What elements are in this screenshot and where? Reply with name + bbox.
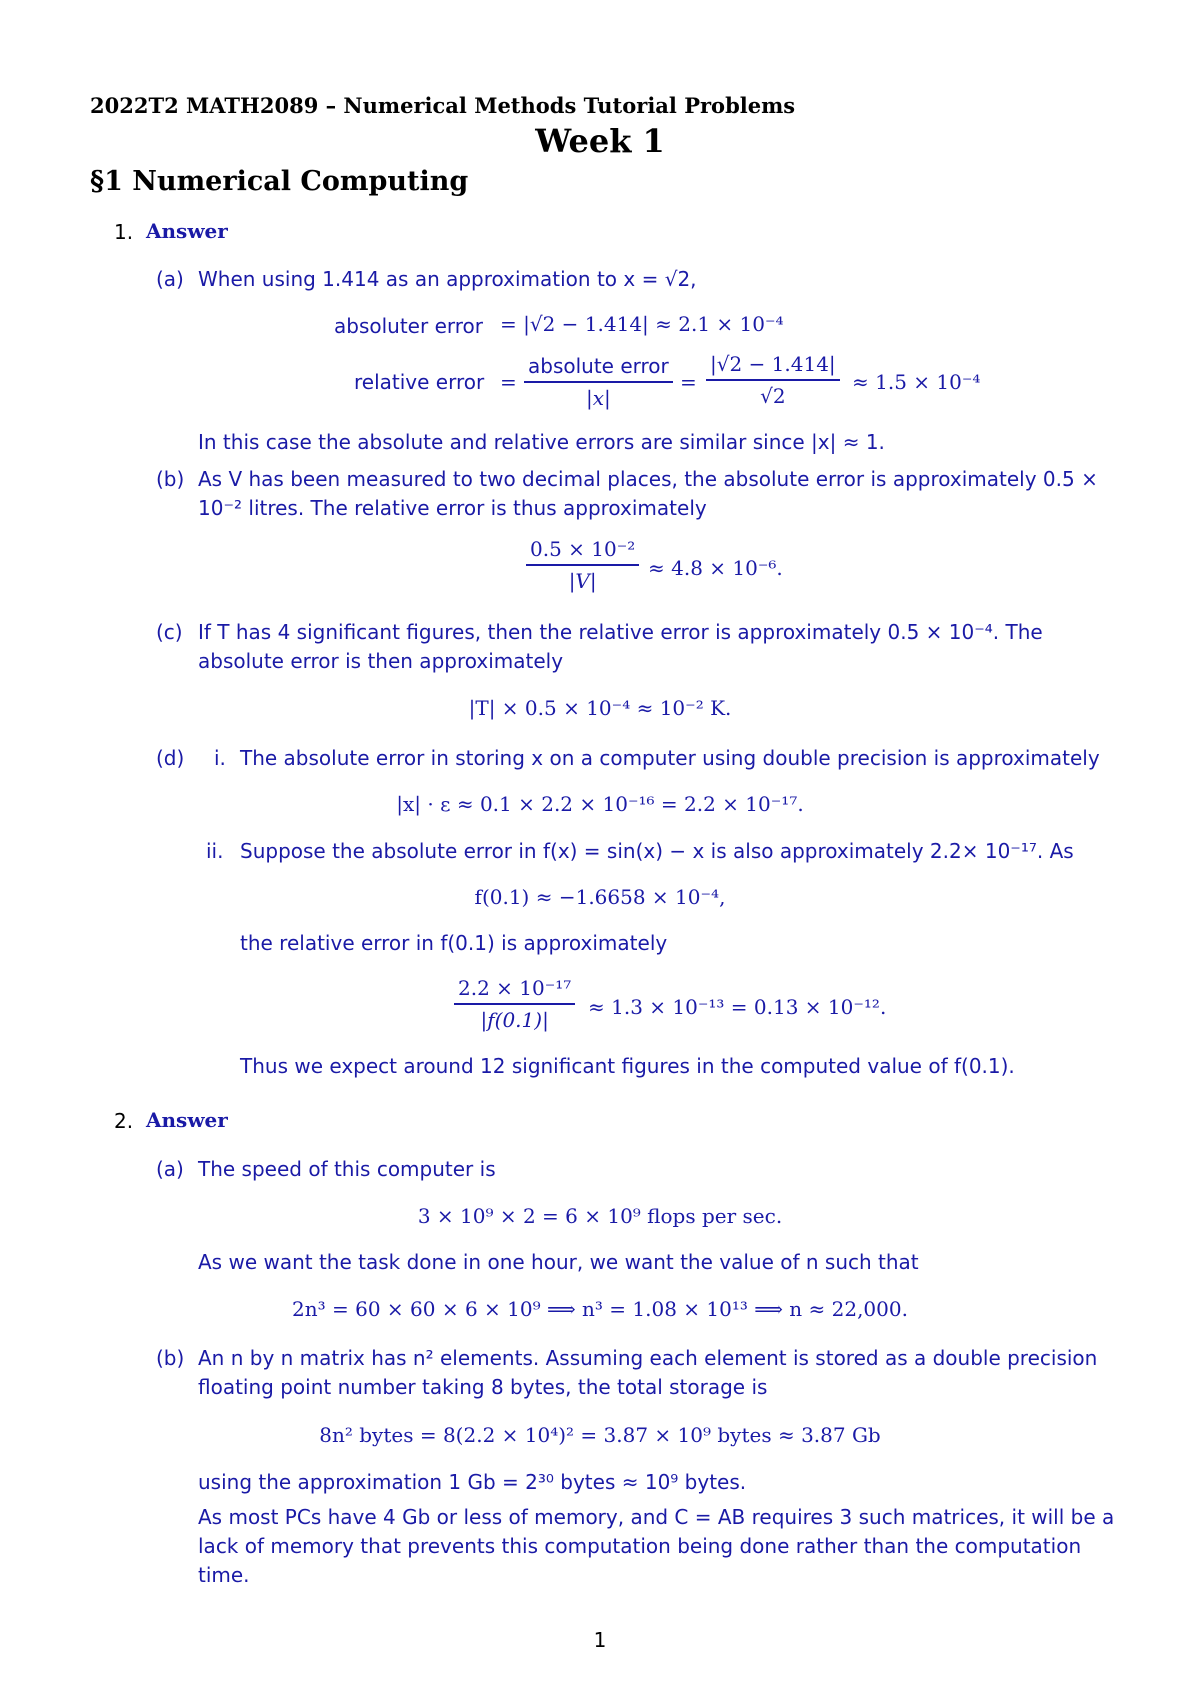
q1b-fraction xyxy=(526,537,639,593)
q1d-i-equation: |x| · ε ≈ 0.1 × 2.2 × 10⁻¹⁶ = 2.2 × 10⁻¹⁷. xyxy=(396,792,804,816)
q1d-label: (d) xyxy=(156,746,185,770)
q1a-label: (a) xyxy=(156,267,184,291)
q1d-i-text: The absolute error in storing x on a computer using double precision is approximately xyxy=(240,746,1100,770)
q2-answer-label: Answer xyxy=(146,1108,228,1132)
q1c-equation: |T| × 0.5 × 10⁻⁴ ≈ 10⁻² K. xyxy=(468,696,732,720)
q1d-ii-label: ii. xyxy=(206,839,224,863)
q1d-ii-equation: f(0.1) ≈ −1.6658 × 10⁻⁴, xyxy=(474,885,726,909)
q1a-rel-label: relative error xyxy=(354,370,485,394)
q1d-ii-fraction xyxy=(454,976,575,1032)
q1c-text-line2: absolute error is then approximately xyxy=(198,649,564,673)
q2b-text3: using the approximation 1 Gb = 2³⁰ bytes ≈ 10⁹ bytes. xyxy=(198,1470,747,1494)
q1d-ii-frac-num: 2.2 × 10⁻¹⁷ xyxy=(458,976,572,1000)
q2b-text4: As most PCs have 4 Gb or less of memory, and C = AB requires 3 such matrices, it will be a lack of memory that prevents this computation being done rather than the computation time. xyxy=(198,1505,1115,1587)
q1a-rel-num2: |√2 − 1.414| xyxy=(710,352,836,376)
q2b-text-line1: An n by n matrix has n² elements. Assuming each element is stored as a double precision xyxy=(198,1346,1098,1370)
q1b-label: (b) xyxy=(156,467,185,491)
q1a-intro: When using 1.414 as an approximation to x = √2, xyxy=(198,267,697,291)
q1d-ii-conclusion: Thus we expect around 12 significant figures in the computed value of f(0.1). xyxy=(240,1054,1015,1078)
q1a-note: In this case the absolute and relative errors are similar since |x| ≈ 1. xyxy=(198,430,885,454)
q1a-rel-result: ≈ 1.5 × 10⁻⁴ xyxy=(852,370,981,394)
q2a-text: The speed of this computer is xyxy=(198,1157,496,1181)
q2a-equation-2: 2n³ = 60 × 60 × 6 × 10⁹ ⟹ n³ = 1.08 × 10¹³ ⟹ n ≈ 22,000. xyxy=(292,1297,908,1321)
section-heading: §1 Numerical Computing xyxy=(90,166,469,197)
q1-number: 1. xyxy=(114,220,134,244)
q1d-ii-text2: the relative error in f(0.1) is approximately xyxy=(240,931,668,955)
q1c-label: (c) xyxy=(156,620,183,644)
q1c-text-line1: If T has 4 significant figures, then the relative error is approximately 0.5 × 10⁻⁴. The xyxy=(198,620,1043,644)
q1d-ii-frac-den: |f(0.1)| xyxy=(454,1003,575,1032)
q1b-frac-den: |V| xyxy=(526,564,639,593)
q1b-text-line1: As V has been measured to two decimal places, the absolute error is approximately 0.5 × xyxy=(198,467,1098,491)
q2b-label: (b) xyxy=(156,1346,185,1370)
q1a-rel-num1: absolute error xyxy=(528,354,669,378)
course-title: 2022T2 MATH2089 – Numerical Methods Tutorial Problems xyxy=(90,93,796,118)
q1-answer-label: Answer xyxy=(146,219,228,243)
q1a-abs-equation: = |√2 − 1.414| ≈ 2.1 × 10⁻⁴ xyxy=(500,312,784,336)
q2b-text-line2: floating point number taking 8 bytes, the total storage is xyxy=(198,1375,768,1399)
q2-number: 2. xyxy=(114,1109,134,1133)
q1a-rel-fraction-2 xyxy=(706,352,840,408)
q1b-frac-num: 0.5 × 10⁻² xyxy=(530,537,636,561)
q2a-equation-1: 3 × 10⁹ × 2 = 6 × 10⁹ flops per sec. xyxy=(417,1204,783,1228)
q1b-text-line2: 10⁻² litres. The relative error is thus approximately xyxy=(198,496,707,520)
q1a-rel-eq2: = xyxy=(680,370,697,394)
q1a-rel-den1: |x| xyxy=(524,381,673,410)
q2a-text2: As we want the task done in one hour, we want the value of n such that xyxy=(198,1250,919,1274)
q1d-ii-result: ≈ 1.3 × 10⁻¹³ = 0.13 × 10⁻¹². xyxy=(588,995,887,1019)
q1a-rel-eq1: = xyxy=(500,370,517,394)
q1b-result: ≈ 4.8 × 10⁻⁶. xyxy=(648,556,783,580)
q1d-ii-text: Suppose the absolute error in f(x) = sin(x) − x is also approximately 2.2× 10⁻¹⁷. As xyxy=(240,839,1074,863)
week-title: Week 1 xyxy=(535,122,665,160)
q1a-rel-fraction-1 xyxy=(524,354,673,410)
q1a-rel-den2: √2 xyxy=(706,379,840,408)
q1a-abs-label: absoluter error xyxy=(334,314,483,338)
page-number: 1 xyxy=(593,1628,607,1652)
q1d-i-label: i. xyxy=(214,746,226,770)
q2a-label: (a) xyxy=(156,1157,184,1181)
q2b-equation: 8n² bytes = 8(2.2 × 10⁴)² = 3.87 × 10⁹ bytes ≈ 3.87 Gb xyxy=(319,1423,881,1447)
